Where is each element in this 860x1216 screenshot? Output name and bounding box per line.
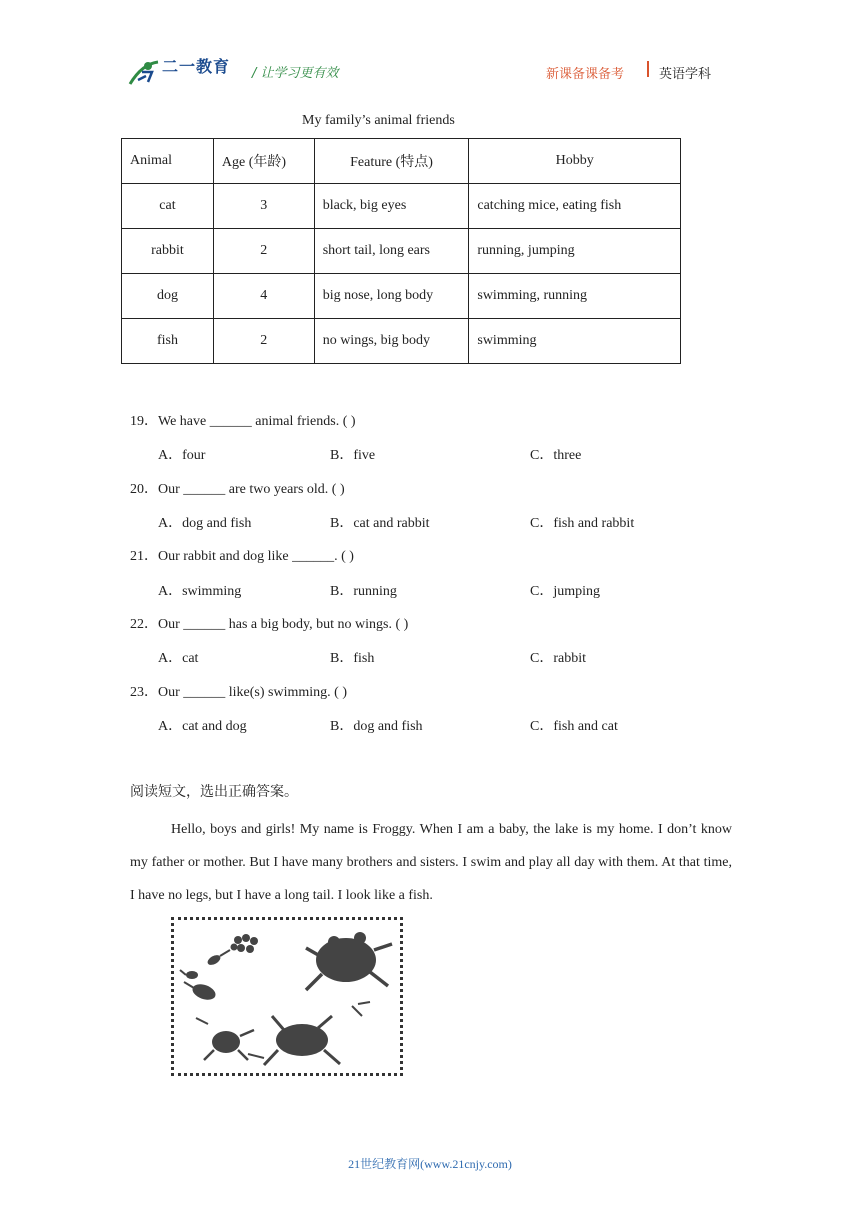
table-cell: 4 [213,274,314,319]
reading-instruction: 阅读短文，选出正确答案。 [130,784,298,800]
option-c: C．rabbit [530,651,586,666]
option-b: B．dog and fish [330,719,423,734]
table-cell: 2 [213,319,314,364]
table-cell: fish [122,319,214,364]
option-b: B．cat and rabbit [330,516,430,531]
table-row [122,274,681,319]
page-header [128,52,728,92]
table-caption: My family’s animal friends [302,113,455,128]
table-cell: swimming [469,319,681,364]
frog-life-cycle-image [171,917,403,1076]
slogan: / 让学习更有效 [252,66,339,81]
option-a: A．swimming [158,584,242,599]
table-cell: cat [122,184,214,229]
table-cell: 2 [213,229,314,274]
table-cell: big nose, long body [314,274,469,319]
option-c: C．fish and rabbit [530,516,635,531]
question-22: 22．Our ______ has a big body, but no wings. ( ) [130,617,409,632]
frog-life-cycle-drawing [174,920,400,1073]
question-20: 20．Our ______ are two years old. ( ) [130,482,345,497]
header-separator [647,61,649,77]
footer-source: 21世纪教育网(www.21cnjy.com) [348,1157,512,1171]
option-c: C．three [530,448,582,463]
question-23: 23．Our ______ like(s) swimming. ( ) [130,685,347,700]
table-cell: swimming, running [469,274,681,319]
option-b: B．running [330,584,397,599]
option-a: A．four [158,448,206,463]
animal-friends-table [121,138,681,364]
question-19: 19．We have ______ animal friends. ( ) [130,414,356,429]
table-row [122,184,681,229]
table-cell: short tail, long ears [314,229,469,274]
table-header-row [122,139,681,184]
option-b: B．fish [330,651,375,666]
table-header-cell: Feature (特点) [314,139,469,184]
table-header-cell: Hobby [469,139,681,184]
option-a: A．dog and fish [158,516,252,531]
option-a: A．cat [158,651,199,666]
option-a: A．cat and dog [158,719,247,734]
table-cell: black, big eyes [314,184,469,229]
question-21: 21．Our rabbit and dog like ______. ( ) [130,549,354,564]
header-tag-courses: 新课备课备考 [546,67,625,82]
table-cell: catching mice, eating fish [469,184,681,229]
table-header-cell: Animal [122,139,214,184]
option-c: C．jumping [530,584,601,599]
table-cell: no wings, big body [314,319,469,364]
table-row [122,319,681,364]
table-row [122,229,681,274]
option-b: B．five [330,448,376,463]
reading-paragraph: Hello, boys and girls! My name is Froggy. When I am a baby, the lake is my home. I don’t know my father or mother. But I have many brothers and sisters. I swim and play all day with them. At that time, I have no legs, but I have a long tail. I look like a fish. [130,822,732,903]
table-cell: dog [122,274,214,319]
table-header-cell: Age (年龄) [213,139,314,184]
logo-text: 二一教育 [162,59,231,76]
table-cell: rabbit [122,229,214,274]
table-cell: 3 [213,184,314,229]
header-tag-subject: 英语学科 [659,67,712,82]
option-c: C．fish and cat [530,719,618,734]
table-cell: running, jumping [469,229,681,274]
